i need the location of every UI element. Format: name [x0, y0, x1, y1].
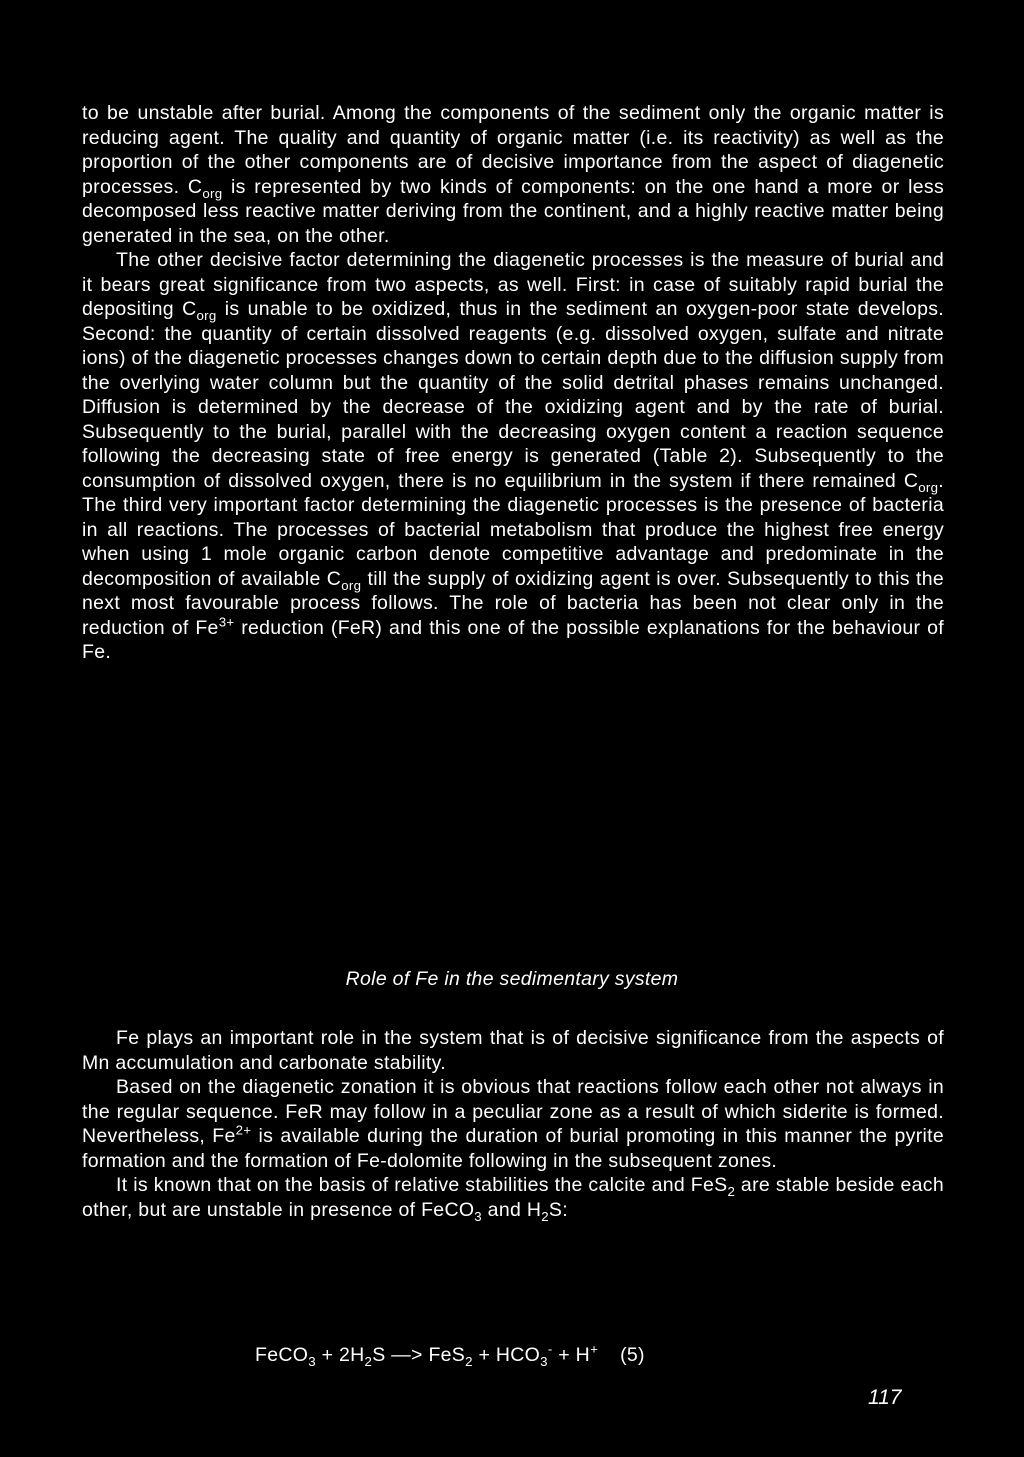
paragraph-2: The other decisive factor determining the diagenetic processes is the measure of burial and it bears great significance from two aspects, as well. First: in case of suitably rapid burial the depositing $C_{org}$ is unable to be oxidized, thus in the sediment an oxygen-poor state develops. Second: the quantity of certain dissolved reagents (e.g. dissolved oxygen, sulfate and nitrate ions) of the diagenetic processes changes down to certain depth due to the diffusion supply from the overlying water column but the quantity of the solid detrital phases remains unchanged. Diffusion is determined by the decrease of the oxidizing agent and by the rate of burial. Subsequently to the burial, parallel with the decreasing oxygen content a reaction sequence following the decreasing state of free energy is generated (Table 2). Subsequently to the consumption of dissolved oxygen, there is no equilibrium in the system if there remained $C_{org}$. The third very important factor determining the diagenetic processes is the presence of bacteria in all reactions. The processes of bacterial metabolism that produce the highest free energy when using 1 mole organic carbon denote competitive advantage and predominate in the decomposition of available $C_{org}$ till the supply of oxidizing agent is over. Subsequently to this the next most favourable process follows. The role of bacteria has been not clear only in the reduction of $Fe^{3+}$ reduction (FeR) and this one of the possible explanations for the behaviour of Fe. [82, 249, 944, 663]
body-text-top [82, 101, 944, 665]
paragraph-4: Based on the diagenetic zonation it is obvious that reactions follow each other not always in the regular sequence. FeR may follow in a peculiar zone as a result of which siderite is formed. Nevertheless, $Fe^{2+}$ is available during the duration of burial promoting in this manner the pyrite formation and the formation of Fe-dolomite following in the subsequent zones. [82, 1076, 944, 1172]
equation-number: (5) [620, 1344, 645, 1366]
section-heading: Role of Fe in the sedimentary system [345, 968, 679, 990]
paragraph-3: Fe plays an important role in the system that is of decisive significance from the aspects of Mn accumulation and carbonate stability. [82, 1027, 944, 1074]
paragraph-5: It is known that on the basis of relative stabilities the calcite and FeS$_2$ are stable beside each other, but are unstable in presence of FeCO$_3$ and $H_2S$: [82, 1174, 944, 1224]
page-number: 117 [868, 1386, 902, 1409]
chemical-equation: FeCO$_3$ + $2H_2S$ —> $FeS_2 + HCO_3^- + H^+$ (5) [255, 1341, 645, 1369]
paragraph-1: to be unstable after burial. Among the components of the sediment only the organic matter is reducing agent. The quality and quantity of organic matter (i.e. its reactivity) as well as the proportion of the other components are of decisive importance from the aspect of diagenetic processes. $C_{org}$ is represented by two kinds of components: on the one hand a more or less decomposed less reactive matter deriving from the continent, and a highly reactive matter being generated in the sea, on the other. [82, 102, 944, 247]
body-text-bottom [82, 1026, 944, 1222]
